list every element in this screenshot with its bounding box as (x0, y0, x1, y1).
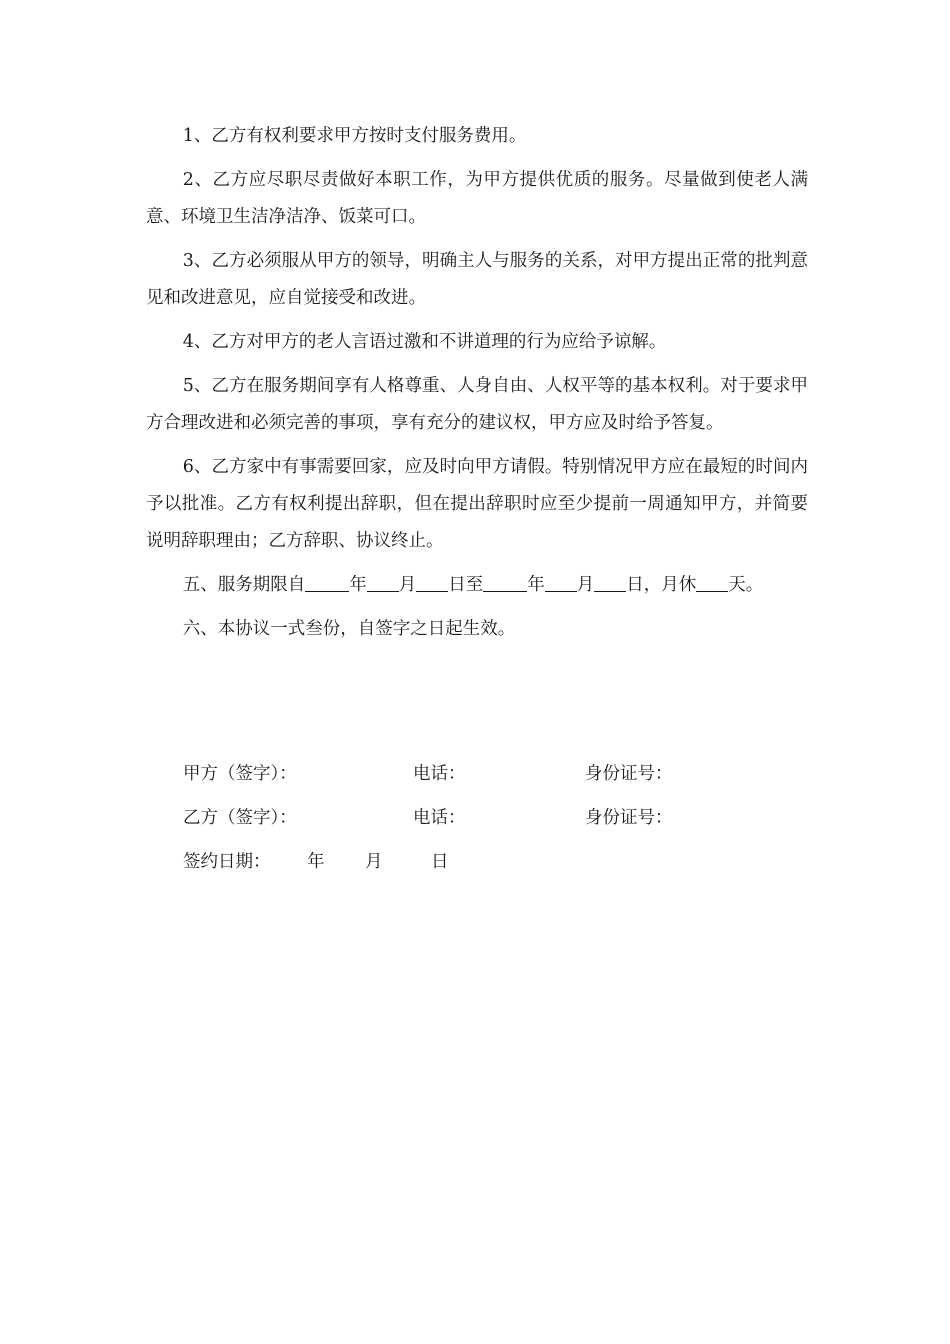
term-prefix: 五、服务期限自 (182, 575, 306, 595)
blank-end-year (483, 574, 527, 593)
clause-3: 3、乙方必须服从甲方的领导，明确主人与服务的关系，对甲方提出正常的批判意见和改进意见，应自觉接受和改进。 (146, 251, 808, 308)
party-a-phone-label: 电话： (413, 764, 466, 784)
party-b-id-label: 身份证号： (585, 808, 673, 828)
contract-body (146, 118, 808, 655)
blank-start-month (367, 574, 399, 593)
signing-date-month: 月 (365, 852, 383, 872)
term-year-2: 年 (527, 575, 545, 595)
signature-block (183, 752, 803, 884)
party-a-row (183, 752, 803, 796)
party-b-row (183, 796, 803, 840)
signing-date-year: 年 (307, 852, 325, 872)
party-b-signature-label: 乙方（签字）： (183, 808, 297, 828)
signing-date-row (183, 840, 803, 884)
term-day-1: 日至 (448, 575, 484, 595)
clause-6: 6、乙方家中有事需要回家，应及时向甲方请假。特别情况甲方应在最短的时间内予以批准。乙方有权利提出辞职，但在提出辞职时应至少提前一周通知甲方，并简要说明辞职理由；乙方辞职、协议终止。 (146, 457, 808, 551)
term-year-1: 年 (349, 575, 367, 595)
party-a-signature-label: 甲方（签字）： (183, 764, 297, 784)
signing-date-label: 签约日期： (183, 852, 271, 872)
blank-end-month (545, 574, 577, 593)
blank-rest-days (696, 574, 728, 593)
term-month-1: 月 (398, 575, 417, 595)
term-day-2: 日，月休 (626, 575, 697, 595)
clause-1: 1、乙方有权利要求甲方按时支付服务费用。 (182, 126, 527, 146)
blank-end-day (594, 574, 626, 593)
term-month-2: 月 (576, 575, 595, 595)
clause-5: 5、乙方在服务期间享有人格尊重、人身自由、人权平等的基本权利。对于要求甲方合理改进和必须完善的事项，享有充分的建议权，甲方应及时给予答复。 (146, 376, 808, 433)
term-suffix: 天。 (728, 575, 764, 595)
blank-start-day (416, 574, 448, 593)
service-term-section (146, 567, 808, 604)
signing-date-day: 日 (431, 852, 449, 872)
clause-2: 2、乙方应尽职尽责做好本职工作，为甲方提供优质的服务。尽量做到使老人满意、环境卫生洁净洁净、饭菜可口。 (146, 170, 808, 227)
party-a-id-label: 身份证号： (585, 764, 673, 784)
blank-start-year (305, 574, 349, 593)
clause-4: 4、乙方对甲方的老人言语过激和不讲道理的行为应给予谅解。 (182, 332, 667, 352)
party-b-phone-label: 电话： (413, 808, 466, 828)
section-6: 六、本协议一式叁份，自签字之日起生效。 (182, 619, 516, 639)
